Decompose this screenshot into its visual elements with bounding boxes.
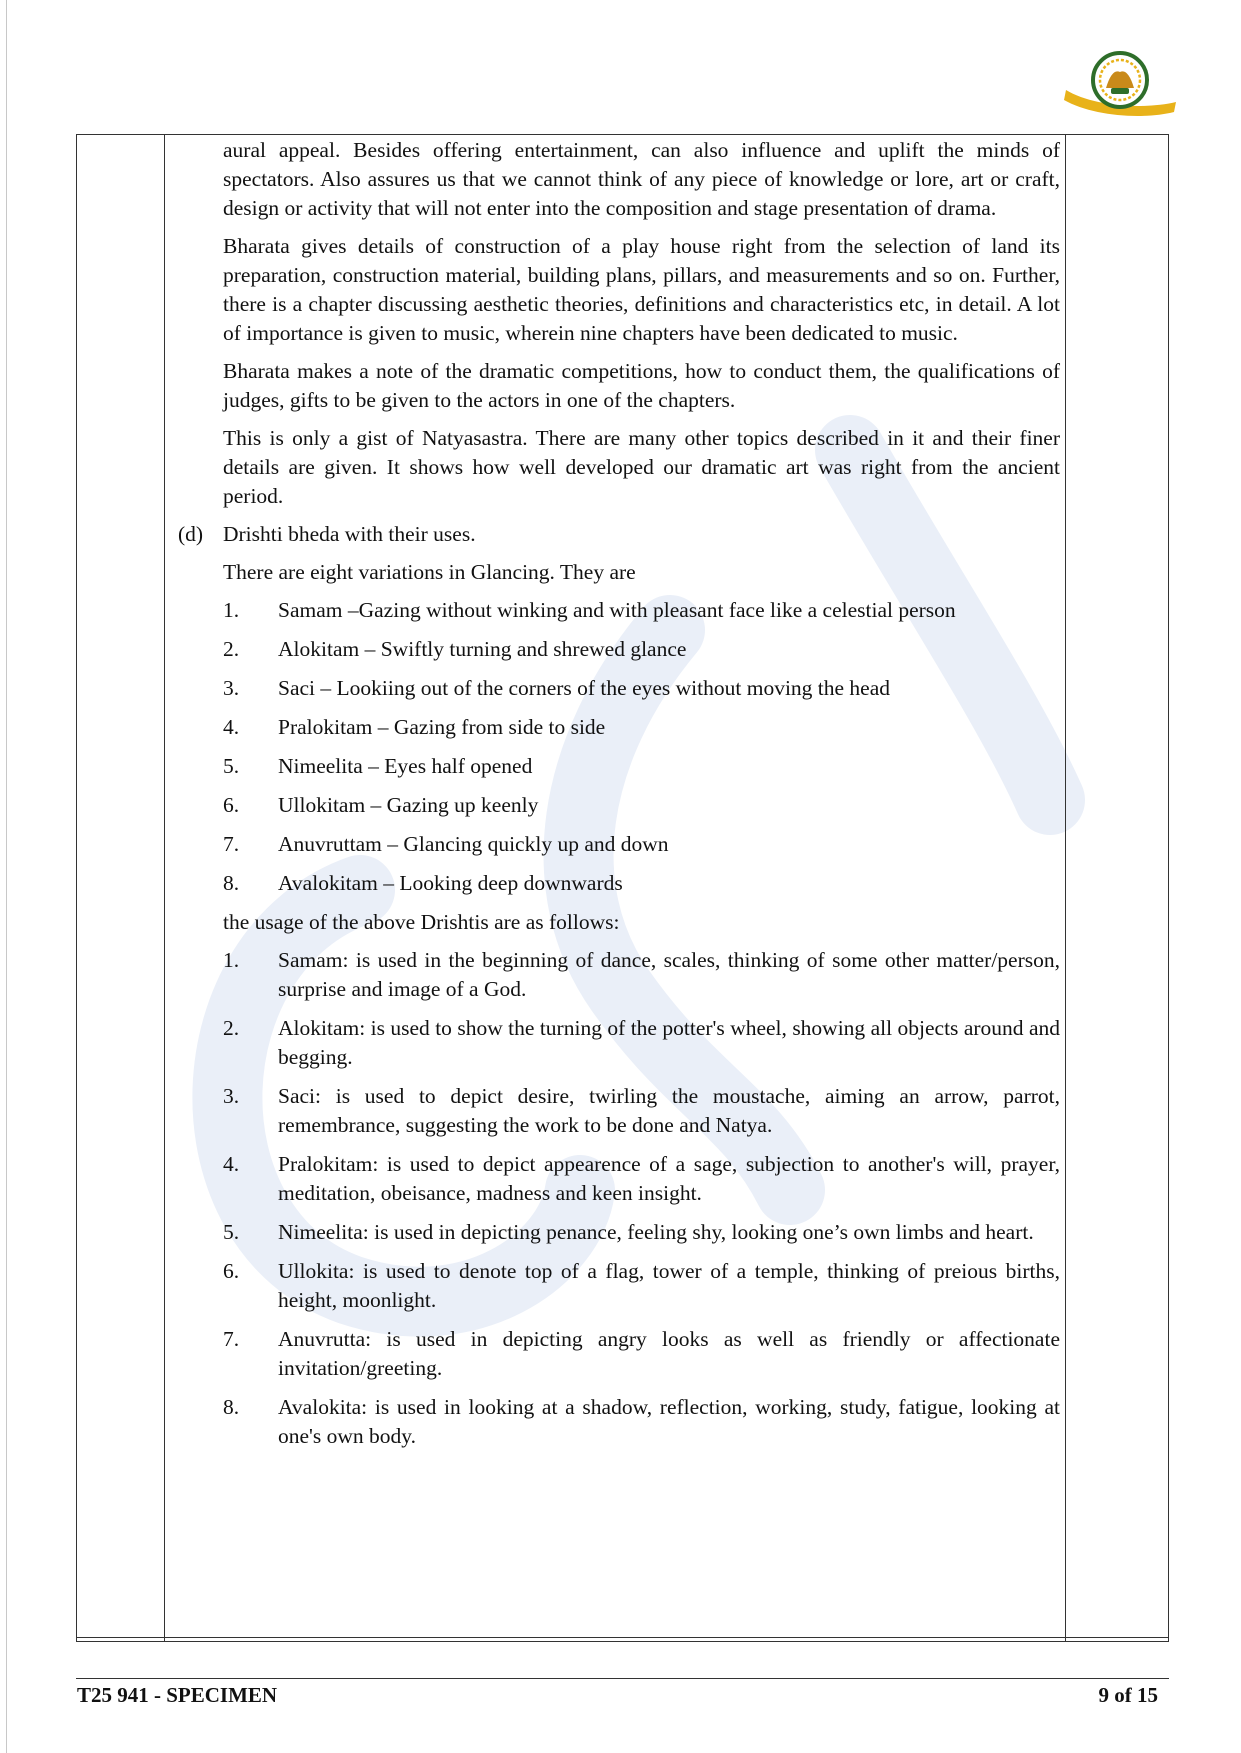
question-d-heading [178, 520, 1060, 549]
item-text: Anuvrutta: is used in depicting angry looks as well as friendly or affectionate invitation/greeting. [278, 1327, 1060, 1380]
question-d-title: Drishti bheda with their uses. [223, 522, 476, 546]
variations-intro: There are eight variations in Glancing. They are [223, 560, 636, 584]
item-number: 5. [223, 754, 240, 778]
list-item [223, 830, 1060, 859]
item-text: Pralokitam: is used to depict appearence of a sage, subjection to another's will, prayer, meditation, obeisance, madness and keen insight. [278, 1152, 1060, 1205]
list-item [223, 752, 1060, 781]
table-column-divider-right [1065, 135, 1066, 1641]
item-number: 8. [223, 1395, 240, 1419]
list-item [223, 1325, 1060, 1383]
item-number: 6. [223, 1259, 240, 1283]
paragraph-aural-appeal: aural appeal. Besides offering entertainment, can also influence and uplift the minds of spectators. Also assures us that we cannot think of any piece of knowledge or lore, art or craft, design or activity that will not enter into the composition and stage presentation of drama. [223, 138, 1060, 220]
variations-list [178, 596, 1060, 898]
item-text: Saci – Lookiing out of the corners of the eyes without moving the head [278, 676, 891, 700]
answer-content [178, 134, 1060, 1461]
usage-intro: the usage of the above Drishtis are as follows: [223, 910, 620, 934]
item-number: 8. [223, 871, 240, 895]
paragraph-play-house: Bharata gives details of construction of a play house right from the selection of land its preparation, construction material, building plans, pillars, and measurements and so on. Further, there is a chapter discussing aesthetic theories, definitions and characteristics etc, in detail. A lot of importance is given to music, wherein nine chapters have been dedicated to music. [223, 234, 1060, 345]
item-number: 7. [223, 832, 240, 856]
item-text: Samam –Gazing without winking and with pleasant face like a celestial person [278, 598, 956, 622]
item-text: Pralokitam – Gazing from side to side [278, 715, 606, 739]
paragraph-gist: This is only a gist of Natyasastra. There are many other topics described in it and their finer details are given. It shows how well developed our dramatic art was right from the ancient period. [223, 426, 1060, 508]
list-item [223, 1082, 1060, 1140]
list-item [223, 674, 1060, 703]
item-text: Anuvruttam – Glancing quickly up and down [278, 832, 669, 856]
list-item [223, 596, 1060, 625]
item-number: 3. [223, 676, 240, 700]
list-item [223, 1150, 1060, 1208]
item-number: 4. [223, 715, 240, 739]
item-number: 6. [223, 793, 240, 817]
list-item [223, 791, 1060, 820]
paragraph-competitions: Bharata makes a note of the dramatic competitions, how to conduct them, the qualifications of judges, gifts to be given to the actors in one of the chapters. [223, 359, 1060, 412]
list-item [223, 1218, 1060, 1247]
item-text: Nimeelita: is used in depicting penance, feeling shy, looking one’s own limbs and heart. [278, 1220, 1034, 1244]
item-number: 1. [223, 948, 240, 972]
item-text: Avalokitam – Looking deep downwards [278, 871, 623, 895]
footer-paper-code: T25 941 - SPECIMEN [77, 1683, 278, 1707]
item-text: Saci: is used to depict desire, twirling the moustache, aiming an arrow, parrot, remembrance, suggesting the work to be done and Natya. [278, 1084, 1060, 1137]
usages-list [178, 946, 1060, 1451]
list-item [223, 946, 1060, 1004]
item-text: Alokitam: is used to show the turning of the potter's wheel, showing all objects around and begging. [278, 1016, 1060, 1069]
item-text: Avalokita: is used in looking at a shadow, reflection, working, study, fatigue, looking at one's own body. [278, 1395, 1060, 1448]
list-item [223, 1393, 1060, 1451]
question-d-label: (d) [178, 522, 204, 546]
item-text: Alokitam – Swiftly turning and shrewed glance [278, 637, 687, 661]
item-number: 7. [223, 1327, 240, 1351]
list-item [223, 635, 1060, 664]
footer-page-number: 9 of 15 [1098, 1683, 1158, 1707]
item-number: 4. [223, 1152, 240, 1176]
item-number: 1. [223, 598, 240, 622]
scan-edge-line [6, 0, 7, 1753]
list-item [223, 713, 1060, 742]
table-column-divider-left [164, 135, 165, 1641]
item-text: Ullokita: is used to denote top of a flag, tower of a temple, thinking of preious births, height, moonlight. [278, 1259, 1060, 1312]
item-text: Ullokitam – Gazing up keenly [278, 793, 539, 817]
list-item [223, 1257, 1060, 1315]
item-number: 2. [223, 637, 240, 661]
item-number: 2. [223, 1016, 240, 1040]
item-number: 5. [223, 1220, 240, 1244]
item-text: Samam: is used in the beginning of dance, scales, thinking of some other matter/person, surprise and image of a God. [278, 948, 1060, 1001]
list-item [223, 1014, 1060, 1072]
footer-rule [76, 1678, 1169, 1679]
cisce-logo-icon [1062, 50, 1180, 126]
item-text: Nimeelita – Eyes half opened [278, 754, 533, 778]
item-number: 3. [223, 1084, 240, 1108]
list-item [223, 869, 1060, 898]
